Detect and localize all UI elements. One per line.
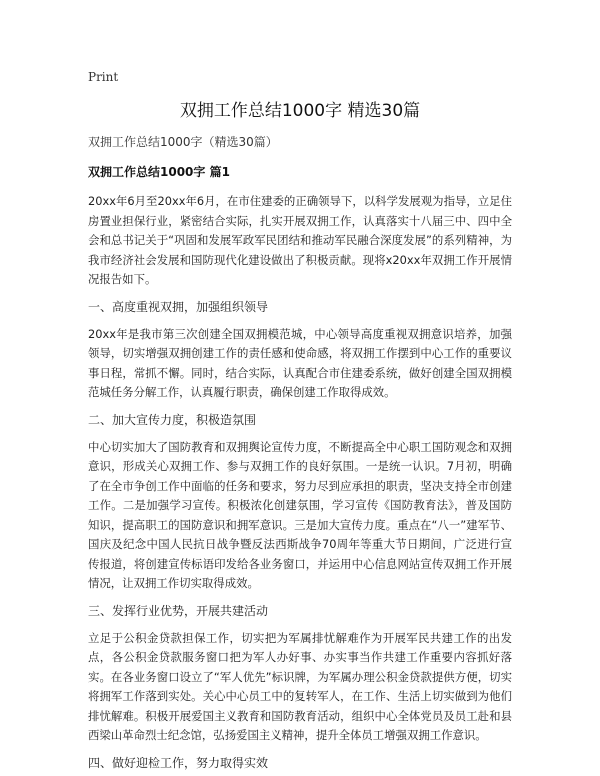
page-title: 双拥工作总结1000字 精选30篇 — [179, 101, 421, 121]
section-body-1: 20xx年是我市第三次创建全国双拥模范城，中心领导高度重视双拥意识培养，加强领导，切实增强双拥创建工作的责任感和使命感，将双拥工作摆到中心工作的重要议事日程，常抓不懈。同时，结合实际，认真配合市住建委系统，做好创建全国双拥模范城任务分解工作，认真履行职责，确保创建工作取得成效。 — [88, 326, 512, 399]
intro-paragraph: 20xx年6月至20xx年6月，在市住建委的正确领导下，以科学发展观为指导，立足住房置业担保行业，紧密结合实际，扎实开展双拥工作，认真落实十八届三中、四中全会和总书记关于“巩固和发展军政军民团结和推动军民融合深度发展”的系列精神，为我市经济社会发展和国防现代化建设做出了积极贡献。现将x20xx年双拥工作开展情况报告如下。 — [88, 194, 512, 286]
section-body-2: 中心切实加大了国防教育和双拥舆论宣传力度，不断提高全中心职工国防观念和双拥意识，形成关心双拥工作、参与双拥工作的良好氛围。一是统一认识。7月初，明确了在全市争创工作中面临的任务和要求，努力尽到应承担的职责，坚决支持全市创建工作。二是加强学习宣传。积极浓化创建氛围，学习宣传《国防教育法》，普及国防知识，提高职工的国防意识和拥军意识。三是加大宣传力度。重点在“八一”建军节、国庆及纪念中国人民抗日战争暨反法西斯战争70周年等重大节日期间，广泛进行宣传报道，将创建宣传标语印发给各业务窗口，并运用中心信息网站宣传双拥工作开展情况，让双拥工作切实取得成效。 — [88, 439, 512, 590]
section-heading-2: 二、加大宣传力度，积极造氛围 — [88, 412, 257, 427]
section-heading-3: 三、发挥行业优势，开展共建活动 — [88, 603, 269, 618]
section-heading-1: 一、高度重视双拥，加强组织领导 — [88, 299, 269, 314]
section-body-3: 立足于公积金贷款担保工作，切实把为军属排忧解难作为开展军民共建工作的出发点，各公积金贷款服务窗口把为军人办好事、办实事当作共建工作重要内容抓好落实。在各业务窗口设立了“军人优先”标识牌，为军属办理公积金贷款提供方便，切实将拥军工作落到实处。关心中心员工中的复转军人，在工作、生活上切实做到为他们排忧解难。积极开展爱国主义教育和国防教育活动，组织中心全体党员及员工赴和县西梁山革命烈士纪念馆，弘扬爱国主义精神，提升全体员工增强双拥工作意识。 — [88, 630, 512, 742]
article-heading: 双拥工作总结1000字 篇1 — [88, 165, 230, 179]
print-link[interactable]: Print — [88, 70, 119, 84]
document-subtitle: 双拥工作总结1000字（精选30篇） — [88, 135, 278, 149]
section-heading-4: 四、做好迎检工作，努力取得实效 — [88, 755, 269, 770]
